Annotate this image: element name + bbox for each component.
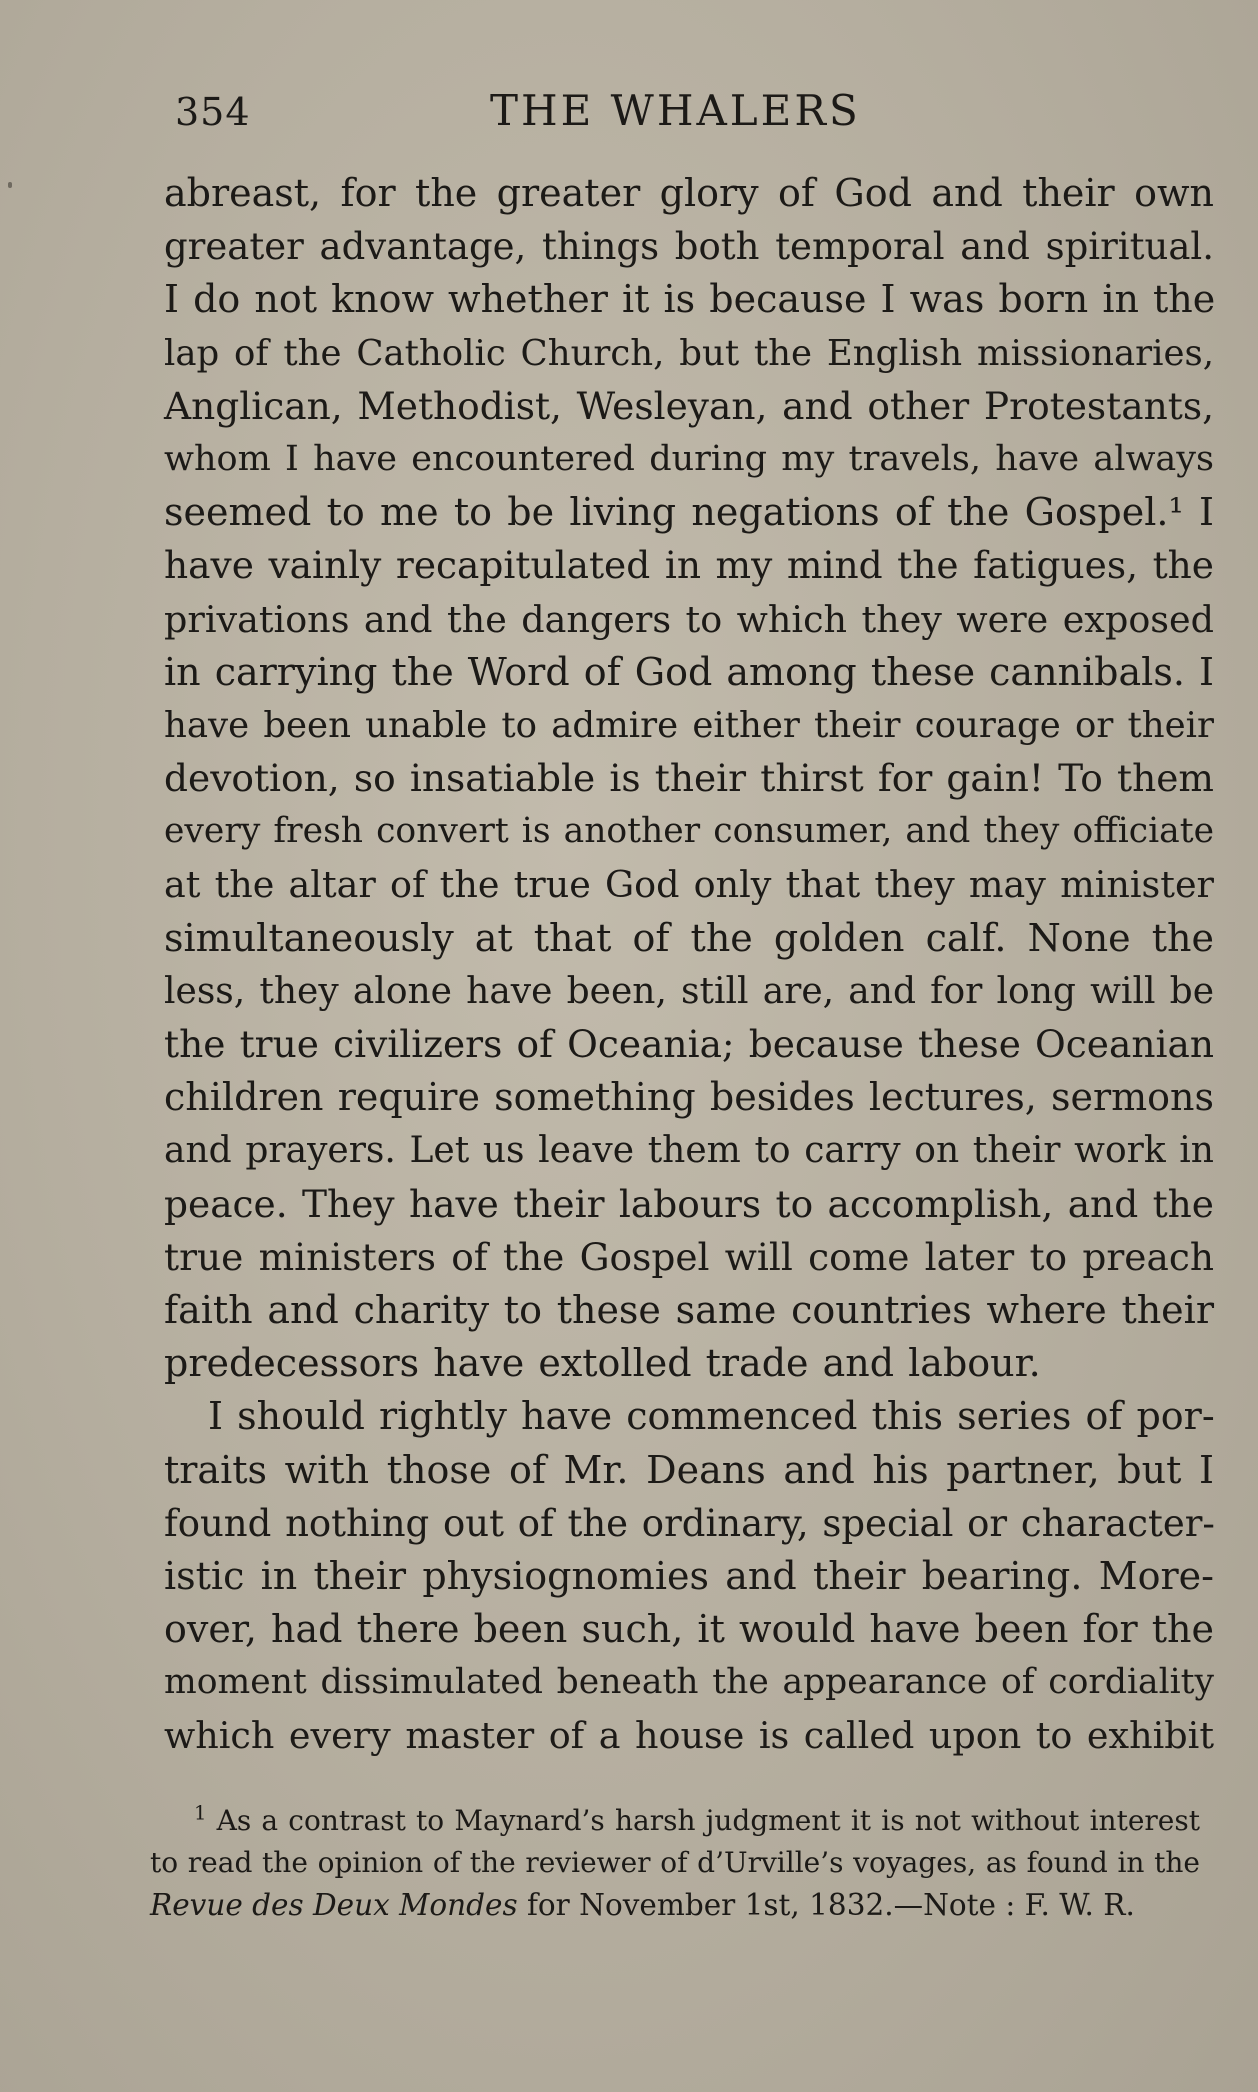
body-text [164, 167, 1214, 1763]
text-line: privations and the dangers to which they were exposed [164, 597, 1214, 641]
text-line: every fresh convert is another consumer, and they officiate [164, 811, 1214, 852]
footnote [150, 1800, 1200, 1926]
footnote-marker: 1 [194, 1801, 207, 1825]
footnote-text: As a contrast to Maynard’s harsh judgment it is not without interest [216, 1804, 1200, 1837]
text-line: have been unable to admire either their courage or their [164, 704, 1214, 746]
text-line: istic in their physiognomies and their bearing. More- [164, 1553, 1214, 1598]
page-header [170, 82, 1210, 142]
text-line: lap of the Catholic Church, but the English missionaries, [164, 332, 1214, 374]
text-line: devotion, so insatiable is their thirst for gain! To them [164, 756, 1214, 801]
text-line: whom I have encountered during my travels, have always [164, 438, 1214, 479]
footnote-line: to read the opinion of the reviewer of d’Urville’s voyages, as found in the [150, 1846, 1200, 1879]
text-line: I should rightly have commenced this series of por- [208, 1394, 1215, 1439]
margin-mark [8, 182, 12, 188]
text-line: moment dissimulated beneath the appearance of cordiality [164, 1662, 1214, 1703]
text-line: have vainly recapitulated in my mind the fatigues, the [164, 543, 1214, 588]
text-line: the true civilizers of Oceania; because these Oceanian [164, 1022, 1214, 1066]
text-line: and prayers. Let us leave them to carry on their work in [164, 1130, 1214, 1172]
text-line: Anglican, Methodist, Wesleyan, and other Protestants, [164, 383, 1214, 428]
text-line: over, had there been such, it would have been for the [164, 1607, 1214, 1652]
text-line: in carrying the Word of God among these cannibals. I [164, 649, 1214, 694]
text-line: less, they alone have been, still are, and for long will be [164, 970, 1214, 1012]
text-line: simultaneously at that of the golden calf. None the [164, 915, 1214, 960]
text-line: faith and charity to these same countries where their [164, 1287, 1214, 1332]
running-title: THE WHALERS [490, 86, 861, 135]
text-line: peace. They have their labours to accomplish, and the [164, 1181, 1214, 1226]
text-line: predecessors have extolled trade and labour. [164, 1341, 1041, 1386]
page-number: 354 [175, 90, 251, 134]
text-line: at the altar of the true God only that they may minister [164, 863, 1214, 907]
footnote-line [150, 1800, 1200, 1842]
text-line: traits with those of Mr. Deans and his partner, but I [164, 1447, 1214, 1492]
text-line: greater advantage, things both temporal and spiritual. [164, 225, 1214, 269]
text-line: I do not know whether it is because I was born in the [164, 277, 1216, 322]
text-line: which every master of a house is called upon to exhibit [164, 1714, 1214, 1758]
footnote-text: for November 1st, 1832.—Note : F. W. R. [517, 1888, 1135, 1922]
text-line: true ministers of the Gospel will come later to preach [164, 1234, 1214, 1279]
text-line: seemed to me to be living negations of the Gospel.¹ I [164, 490, 1214, 535]
footnote-line [150, 1884, 1200, 1926]
text-line: found nothing out of the ordinary, special or character- [164, 1501, 1215, 1545]
text-line: abreast, for the greater glory of God and their own [164, 171, 1214, 215]
text-line: children require something besides lectures, sermons [164, 1075, 1214, 1120]
footnote-journal-title: Revue des Deux Mondes [150, 1888, 518, 1922]
